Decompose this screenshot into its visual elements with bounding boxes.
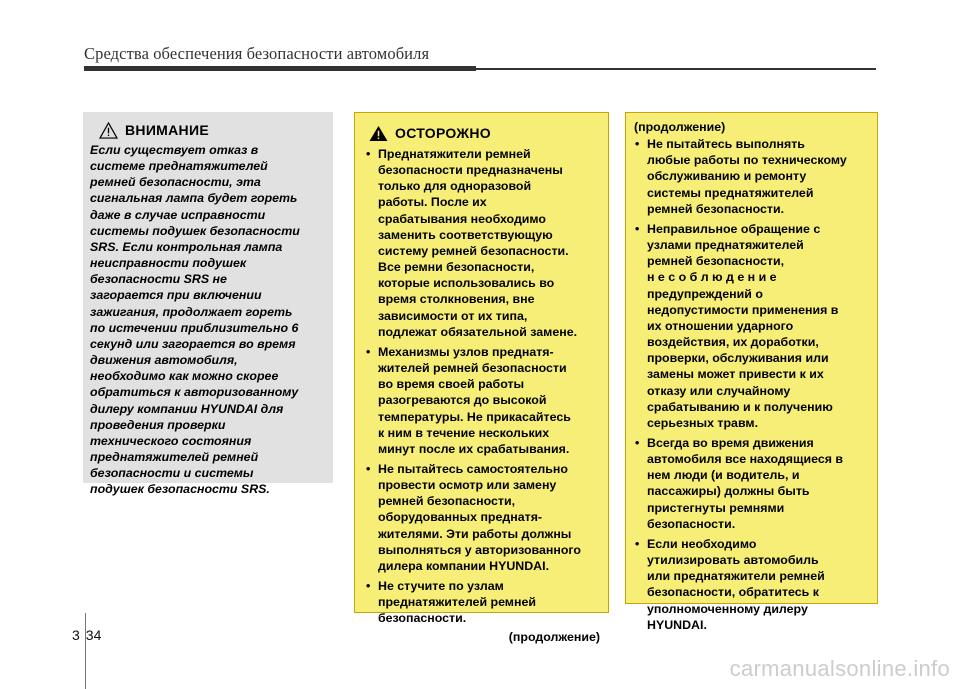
list-item: • Механизмы узлов преднатя- жителей ремней безопасности во время своей работы разогреваются до высокой температуры. Не прикасайтесь к ним в течение нескольких минут после их срабатывания. bbox=[365, 344, 600, 457]
caution-box bbox=[354, 112, 609, 644]
caution-title: ОСТОРОЖНО bbox=[395, 125, 491, 142]
page-number-value: 34 bbox=[85, 627, 102, 643]
header-rule-thick bbox=[84, 66, 476, 71]
warning-text: Если существует отказ в системе преднатяжителей ремней безопасности, эта сигнальная лампа будет гореть даже в случае исправности системы подушек безопасности SRS. Если контрольная лампа неисправности подушек безопасности SRS не загорается при включении зажигания, продолжает гореть по истечении приблизительно 6 секунд или загорается во время движения автомобиля, необходимо как можно скорее обратиться к авторизованному дилеру компании HYUNDAI для проведения проверки технического состояния преднатяжителей ремней безопасности и системы подушек безопасности SRS. bbox=[90, 143, 300, 497]
continued-label: (продолжение) bbox=[634, 120, 726, 134]
warning-title: ВНИМАНИЕ bbox=[125, 122, 209, 139]
continued-box bbox=[625, 112, 878, 632]
list-item: • Преднатяжители ремней безопасности предназначены только для одноразовой работы. После их срабатывания необходимо заменить соответствующую систему ремней безопасности. Все ремни безопасности, которые использовались во время столкновения, вне зависимости от их типа, подлежат обязательной замене. bbox=[365, 146, 600, 340]
header-rule-thin bbox=[476, 68, 876, 70]
section-number: 3 bbox=[72, 627, 80, 643]
warning-heading bbox=[90, 122, 321, 139]
footer-divider bbox=[85, 613, 86, 689]
list-item: • Если необходимо утилизировать автомобиль или преднатяжители ремней безопасности, обратитесь к уполномоченному дилеру HYUNDAI. bbox=[634, 536, 869, 633]
warning-box bbox=[83, 112, 333, 497]
list-item: • Не стучите по узлам преднатяжителей ремней безопасности. bbox=[365, 578, 600, 626]
page-header-title: Средства обеспечения безопасности автомобиля bbox=[84, 44, 430, 63]
warning-triangle-filled-icon bbox=[369, 125, 388, 142]
warning-triangle-outline-icon bbox=[99, 122, 118, 139]
list-item: • Не пытайтесь выполнять любые работы по техническому обслуживанию и ремонту системы преднатяжителей ремней безопасности. bbox=[634, 136, 869, 217]
caution-heading bbox=[365, 125, 600, 142]
list-item: • Не пытайтесь самостоятельно провести осмотр или замену ремней безопасности, оборудованных преднатя- жителями. Эти работы должны выполняться у авторизованного дилера компании HYUNDAI. bbox=[365, 461, 600, 574]
page-number bbox=[72, 627, 101, 643]
caution-list bbox=[365, 146, 600, 627]
watermark: carmanualsonline.info bbox=[729, 656, 950, 681]
continued-note: (продолжение) bbox=[508, 629, 600, 644]
list-item: • Неправильное обращение с узлами преднатяжителей ремней безопасности, н е с о б л ю д е н и е предупреждений о недопустимости применения в их отношении ударного воздействия, их доработки, проверки, обслуживания или замены может привести к их отказу или случайному срабатыванию и к получению серьезных травм. bbox=[634, 221, 869, 431]
list-item: • Всегда во время движения автомобиля все находящиеся в нем люди (и водитель, и пассажиры) должны быть пристегнуты ремнями безопасности. bbox=[634, 435, 869, 532]
continued-list bbox=[634, 136, 869, 633]
